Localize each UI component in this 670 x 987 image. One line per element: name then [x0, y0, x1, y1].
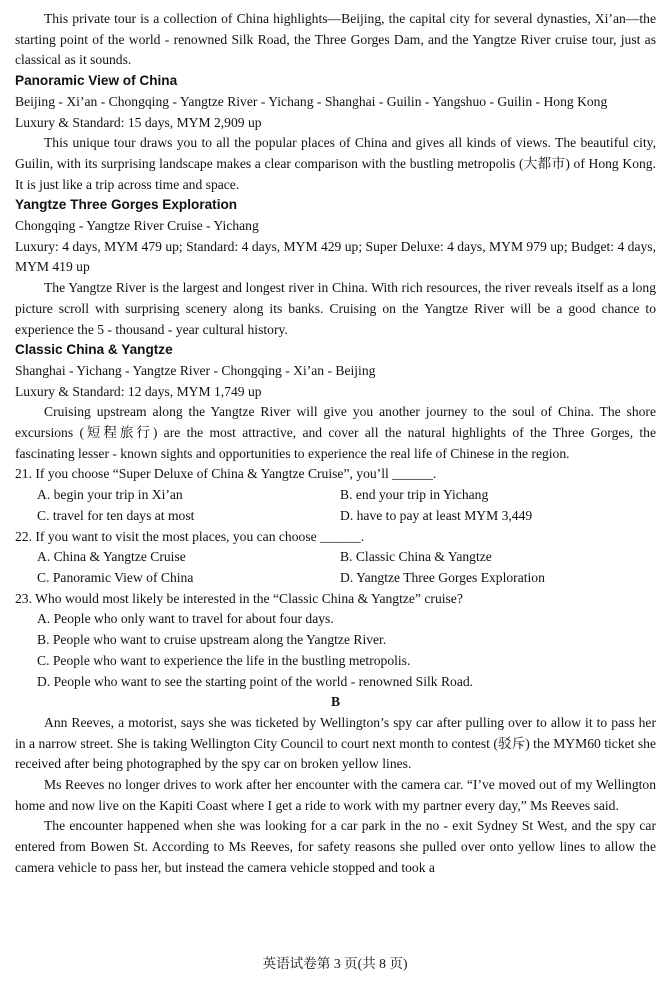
option-c[interactable]: C. People who want to experience the life in the bustling metropolis. — [37, 652, 411, 668]
option-list — [15, 609, 656, 692]
intro-paragraph: This private tour is a collection of China highlights—Beijing, the capital city for several dynasties, Xi’an—the starting point of the world - renowned Silk Road, the Three Gorges Dam, and the Yangtze River cruise tour, just as classical as it sounds. — [15, 11, 656, 68]
tour-three-gorges — [15, 195, 656, 340]
option-d[interactable]: D. Yangtze Three Gorges Exploration — [340, 569, 545, 585]
tour-panoramic — [15, 71, 656, 195]
question-stem: 22. If you want to visit the most places, you can choose ______. — [15, 528, 365, 544]
passage-paragraph: Ms Reeves no longer drives to work after her encounter with the camera car. “I’ve moved out of my Wellington home and now live on the Kapiti Coast where I get a ride to work with my partner every day,” Ms Reeves said. — [15, 777, 656, 813]
question-23 — [15, 589, 656, 693]
tour-title: Classic China & Yangtze — [15, 342, 173, 358]
page-footer: 英语试卷第 3 页(共 8 页) — [262, 956, 408, 971]
tour-route: Shanghai - Yichang - Yangtze River - Chongqing - Xi’an - Beijing — [15, 362, 376, 378]
tour-price: Luxury: 4 days, MYM 479 up; Standard: 4 days, MYM 429 up; Super Deluxe: 4 days, MYM 979 up; Budget: 4 days, MYM 419 up — [15, 238, 656, 275]
tour-description: The Yangtze River is the largest and longest river in China. With rich resources, the river reveals itself as a long picture scroll with surprising scenery along its banks. Cruising on the Yangtze River will be a good chance to experience the 5 - thousand - year cultural history. — [15, 280, 656, 337]
option-list — [15, 485, 656, 526]
option-b[interactable]: B. Classic China & Yangtze — [340, 549, 492, 565]
option-b[interactable]: B. People who want to cruise upstream along the Yangtze River. — [37, 632, 387, 648]
question-22 — [15, 527, 656, 589]
tour-title: Yangtze Three Gorges Exploration — [15, 197, 238, 213]
passage-paragraph: Ann Reeves, a motorist, says she was ticketed by Wellington’s spy car after pulling over to allow it to pass her in a narrow street. She is taking Wellington City Council to court next month to contest (驳斥) the MYM60 ticket she received after being photographed by the spy car on broken yellow lines. — [15, 714, 656, 772]
passage-paragraph: The encounter happened when she was looking for a car park in the no - exit Sydney St West, and the spy car entered from Bowen St. According to Ms Reeves, for safety reasons she pulled over onto yellow lines to allow the camera vehicle to pass her, but instead the camera vehicle stopped and took a — [15, 818, 656, 875]
option-c[interactable]: C. Panoramic View of China — [37, 569, 194, 585]
option-c[interactable]: C. travel for ten days at most — [37, 507, 195, 523]
question-stem: 23. Who would most likely be interested in the “Classic China & Yangtze” cruise? — [15, 590, 463, 606]
option-a[interactable]: A. China & Yangtze Cruise — [37, 549, 186, 565]
option-a[interactable]: A. begin your trip in Xi’an — [37, 487, 183, 503]
option-a[interactable]: A. People who only want to travel for about four days. — [37, 611, 334, 627]
question-stem: 21. If you choose “Super Deluxe of China & Yangtze Cruise”, you’ll ______. — [15, 466, 437, 482]
tour-route: Beijing - Xi’an - Chongqing - Yangtze River - Yichang - Shanghai - Guilin - Yangshuo - Guilin - Hong Kong — [15, 93, 608, 109]
option-d[interactable]: D. People who want to see the starting point of the world - renowned Silk Road. — [37, 673, 474, 689]
option-b[interactable]: B. end your trip in Yichang — [340, 487, 489, 503]
tour-description: This unique tour draws you to all the popular places of China and gives all kinds of views. The beautiful city, Guilin, with its surprising landscape makes a clear comparison with the bustling metropolis (大都市) of Hong Kong. It is just like a trip across time and space. — [15, 135, 656, 192]
tour-description: Cruising upstream along the Yangtze River will give you another journey to the soul of China. The shore excursions (短程旅行) are the most attractive, and cover all the natural highlights of the Three Gorges, the fascinating lesser - known sights and opportunities to experience the real life of Chinese in the region. — [15, 404, 656, 461]
tour-classic-china — [15, 340, 656, 464]
question-21 — [15, 464, 656, 526]
tour-price: Luxury & Standard: 15 days, MYM 2,909 up — [15, 114, 262, 130]
option-d[interactable]: D. have to pay at least MYM 3,449 — [340, 507, 533, 523]
tour-route: Chongqing - Yangtze River Cruise - Yichang — [15, 218, 259, 234]
section-label: B — [330, 694, 341, 710]
tour-price: Luxury & Standard: 12 days, MYM 1,749 up — [15, 383, 262, 399]
option-list — [15, 547, 656, 588]
tour-title: Panoramic View of China — [15, 73, 178, 89]
